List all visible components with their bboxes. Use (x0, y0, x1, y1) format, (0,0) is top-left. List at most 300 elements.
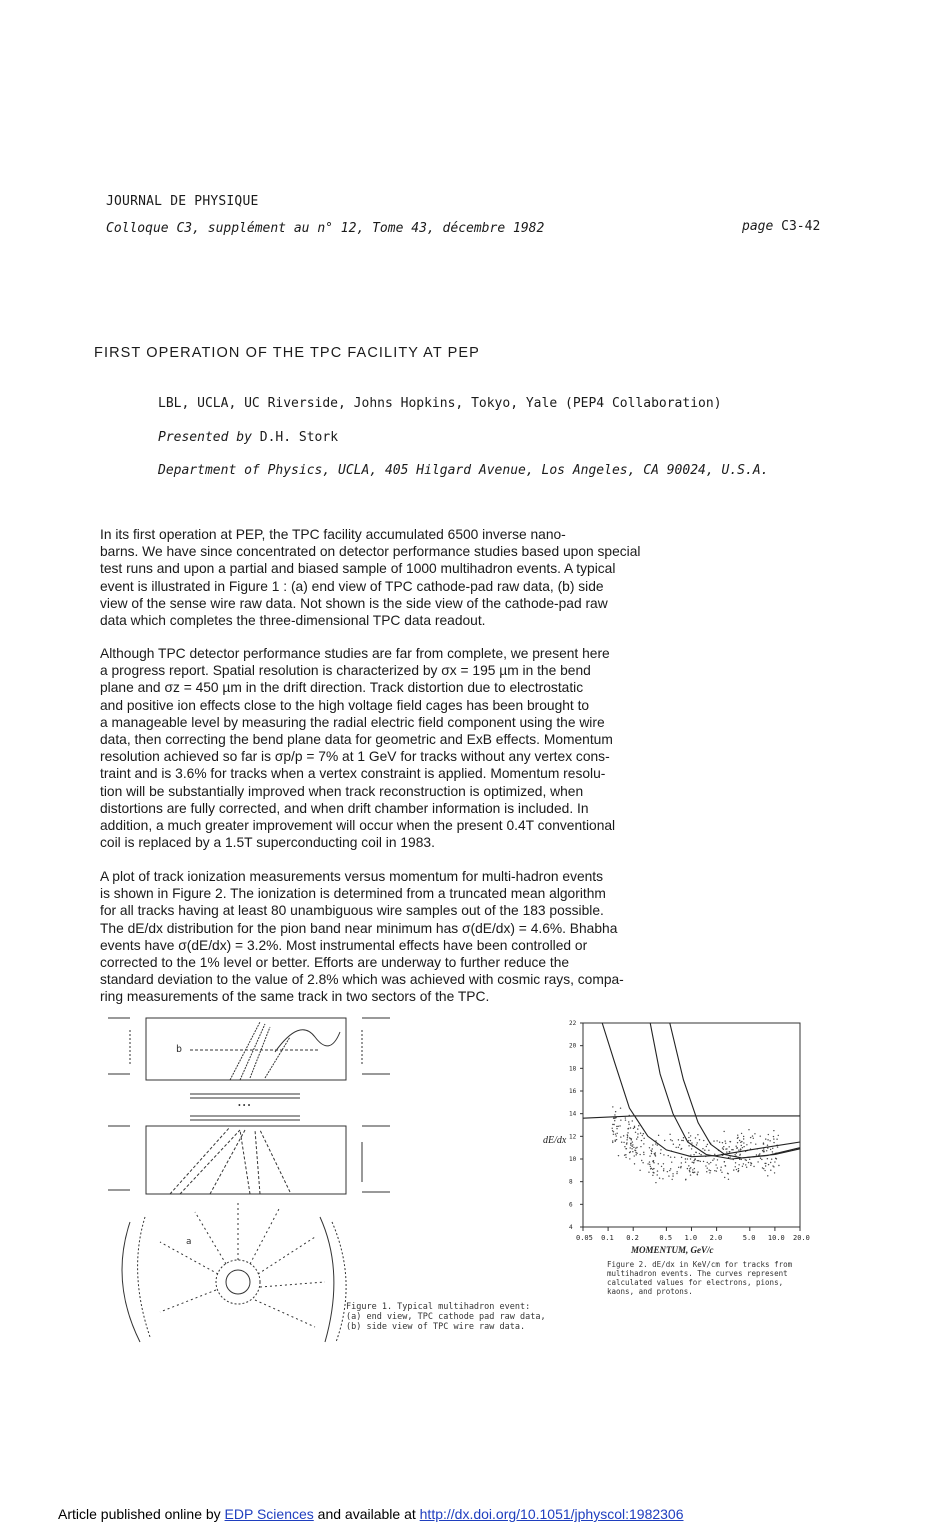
figure-2-data-point (629, 1158, 630, 1159)
figure-2-data-point (643, 1138, 644, 1139)
figure-2-data-point (688, 1145, 689, 1146)
figure-2-y-tick-label: 12 (569, 1133, 577, 1141)
figure-2-data-point (759, 1153, 760, 1154)
figure-2-data-point (613, 1118, 614, 1119)
figure-2-data-point (760, 1158, 761, 1159)
figure-2-data-point (770, 1149, 771, 1150)
figure-2-data-point (675, 1147, 676, 1148)
figure-2-data-point (722, 1142, 723, 1143)
figure-2-data-point (690, 1140, 691, 1141)
figure-1-panel-a-endview (122, 1202, 346, 1342)
figure-2-data-point (720, 1169, 721, 1170)
figure-2-data-point (775, 1158, 776, 1159)
figure-2-data-point (690, 1174, 691, 1175)
figure-2-data-point (649, 1164, 650, 1165)
figure-2-data-point (737, 1138, 738, 1139)
figure-2-data-point (757, 1161, 758, 1162)
figure-2-data-point (743, 1146, 744, 1147)
figure-2-data-point (736, 1147, 737, 1148)
figure-2-data-point (777, 1146, 778, 1147)
figure-2-data-point (739, 1140, 740, 1141)
figure-2-data-point (687, 1158, 688, 1159)
figure-2-data-point (750, 1165, 751, 1166)
figure-2-data-point (746, 1144, 747, 1145)
figure-2-data-point (634, 1163, 635, 1164)
figure-2-data-point (651, 1153, 652, 1154)
figure-2-data-point (697, 1171, 698, 1172)
doi-link[interactable]: http://dx.doi.org/10.1051/jphyscol:1982306 (419, 1506, 684, 1522)
figure-2-x-tick-label: 0.05 (576, 1234, 593, 1242)
figure-2-data-point (630, 1143, 631, 1144)
figure-2-data-point (626, 1148, 627, 1149)
figure-2-data-point (704, 1150, 705, 1151)
figure-2-data-point (743, 1138, 744, 1139)
figure-2-data-point (734, 1154, 735, 1155)
figure-2-data-point (621, 1142, 622, 1143)
figure-2-data-point (773, 1130, 774, 1131)
figure-2-data-point (662, 1178, 663, 1179)
figure-2-curve-2 (650, 1023, 800, 1159)
figure-2-data-point (691, 1142, 692, 1143)
figure-2-data-point (690, 1167, 691, 1168)
figure-2-data-point (636, 1153, 637, 1154)
figure-2-data-point (707, 1162, 708, 1163)
figure-2-data-point (715, 1164, 716, 1165)
figure-2-y-tick-label: 20 (569, 1042, 577, 1050)
figure-2-data-point (659, 1177, 660, 1178)
figure-2-data-point (636, 1154, 637, 1155)
figure-2-data-point (722, 1147, 723, 1148)
figure-2-data-point (635, 1147, 636, 1148)
paragraph-2: Although TPC detector performance studies are far from complete, we present here a progress report. Spatial resolution is characterized by σx = 195 µm in the bend plane and σz = 450 µm in the drift direction. Track distortion due to electrostatic and positive ion effects close to the high voltage field cages has been brought to a manageable level by measuring the radial electric field component using the wire data, then correcting the bend plane data for geometric and ExB effects. Momentum resolution achieved so far is σp/p = 7% at 1 GeV for tracks without any vertex cons- traint and is 3.6% for tracks when a vertex constraint is applied. Momentum resolu- tion will be substantially improved when track reconstruction is optimized, when distortions are fully corrected, and when drift chamber information is included. In addition, a much greater improvement will occur when the present 0.4T conventional coil is replaced by a 1.5T superconducting coil in 1983. (100, 646, 616, 851)
figure-2-data-point (671, 1179, 672, 1180)
figure-2-data-point (739, 1159, 740, 1160)
figure-2-data-point (660, 1149, 661, 1150)
figure-2-data-point (631, 1138, 632, 1139)
figure-2-data-point (636, 1138, 637, 1139)
figure-2-curve-1 (602, 1023, 800, 1157)
figure-2-data-point (760, 1135, 761, 1136)
figure-2-data-point (627, 1135, 628, 1136)
figure-2-data-point (774, 1172, 775, 1173)
figure-2-data-point (620, 1107, 621, 1108)
figure-2-data-point (745, 1164, 746, 1165)
figure-2-data-point (767, 1145, 768, 1146)
figure-2-data-point (614, 1118, 615, 1119)
figure-2-data-point (703, 1161, 704, 1162)
figure-2-data-point (657, 1144, 658, 1145)
figure-2-data-point (764, 1170, 765, 1171)
figure-2-data-point (692, 1162, 693, 1163)
figure-2-data-point (762, 1167, 763, 1168)
figure-2-data-point (637, 1128, 638, 1129)
paragraph-1: In its first operation at PEP, the TPC facility accumulated 6500 inverse nano- barns. We have since concentrated on detector performance studies based upon special test runs and upon a partial and biased sample of 1000 multihadron events. A typical event is illustrated in Figure 1 : (a) end view of TPC cathode-pad raw data, (b) side view of the sense wire raw data. Not shown is the side view of the cathode-pad raw data which completes the three-dimensional TPC data readout. (100, 527, 641, 629)
figure-2-data-point (763, 1168, 764, 1169)
figure-2-data-point (632, 1144, 633, 1145)
figure-2-data-point (648, 1172, 649, 1173)
figure-2-data-point (635, 1150, 636, 1151)
figure-2-data-point (627, 1137, 628, 1138)
figure-2-data-point (690, 1154, 691, 1155)
figure-2-data-point (767, 1158, 768, 1159)
figure-2-x-tick-label: 5.0 (742, 1234, 756, 1242)
figure-2-data-point (714, 1154, 715, 1155)
figure-2-data-point (632, 1146, 633, 1147)
figure-2-data-point (683, 1140, 684, 1141)
figure-2-y-tick-label: 18 (569, 1065, 577, 1073)
figure-2-data-point (627, 1132, 628, 1133)
figure-2-data-point (652, 1175, 653, 1176)
figure-2-data-point (765, 1138, 766, 1139)
figure-2-data-point (612, 1128, 613, 1129)
figure-2-data-point (703, 1140, 704, 1141)
presented-by (158, 430, 338, 445)
figure-2-data-point (672, 1175, 673, 1176)
figure-2-data-point (613, 1124, 614, 1125)
page-number (742, 219, 820, 234)
footer-line (58, 1506, 684, 1522)
figure-2-data-point (671, 1161, 672, 1162)
figure-2-data-point (696, 1144, 697, 1145)
page-label: page (742, 219, 774, 234)
presented-label: Presented by (158, 430, 252, 445)
figure-2-data-point (726, 1148, 727, 1149)
figure-2-data-point (724, 1161, 725, 1162)
journal-name: JOURNAL DE PHYSIQUE (106, 194, 259, 209)
figure-2-data-point (694, 1168, 695, 1169)
figure-2-data-point (685, 1179, 686, 1180)
figure-2-data-point (720, 1167, 721, 1168)
figure-2-data-point (723, 1149, 724, 1150)
figure-2-y-tick-label: 4 (569, 1224, 573, 1231)
figure-2-data-point (767, 1175, 768, 1176)
authors: LBL, UCLA, UC Riverside, Johns Hopkins, Tokyo, Yale (PEP4 Collaboration) (158, 396, 722, 411)
figure-2-data-point (674, 1157, 675, 1158)
figure-2-data-point (689, 1171, 690, 1172)
figure-2-caption: Figure 2. dE/dx in KeV/cm for tracks from multihadron events. The curves represent calculated values for electrons, pions, kaons, and protons. (607, 1260, 793, 1296)
figure-2-data-point (740, 1148, 741, 1149)
figure-2-data-point (697, 1134, 698, 1135)
figure-2-data-point (618, 1126, 619, 1127)
figure-2-data-point (612, 1140, 613, 1141)
figure-2-data-point (762, 1150, 763, 1151)
figure-2-data-point (612, 1142, 613, 1143)
figure-2-data-point (773, 1142, 774, 1143)
figure-2-data-point (719, 1141, 720, 1142)
figure-2-data-point (657, 1170, 658, 1171)
figure-2-data-point (698, 1160, 699, 1161)
figure-2-data-point (683, 1137, 684, 1138)
figure-2-data-point (641, 1160, 642, 1161)
figure-2-data-point (723, 1146, 724, 1147)
figure-2-data-point (738, 1168, 739, 1169)
figure-2-data-point (613, 1134, 614, 1135)
figure-2-chart (535, 1015, 820, 1260)
page-number-value: C3-42 (781, 219, 821, 234)
figure-2-data-point (626, 1139, 627, 1140)
figure-2-data-point (628, 1128, 629, 1129)
figure-2-data-point (695, 1137, 696, 1138)
figure-2-data-point (655, 1182, 656, 1183)
figure-2-data-point (741, 1145, 742, 1146)
figure-2-data-point (616, 1133, 617, 1134)
figure-2-data-point (737, 1142, 738, 1143)
figure-1-label-b: b (176, 1044, 183, 1055)
figure-2-data-point (643, 1143, 644, 1144)
figure-2-data-point (679, 1144, 680, 1145)
figure-2-data-point (670, 1156, 671, 1157)
affiliation: Department of Physics, UCLA, 405 Hilgard Avenue, Los Angeles, CA 90024, U.S.A. (158, 463, 769, 478)
figure-2-data-point (742, 1147, 743, 1148)
figure-2-data-point (746, 1160, 747, 1161)
figure-2-data-point (616, 1128, 617, 1129)
figure-2-data-point (676, 1173, 677, 1174)
figure-2-data-point (691, 1148, 692, 1149)
figure-2-data-point (655, 1155, 656, 1156)
figure-2-data-point (634, 1155, 635, 1156)
figure-2-data-point (653, 1161, 654, 1162)
figure-2-data-point (678, 1139, 679, 1140)
figure-2-data-point (668, 1155, 669, 1156)
figure-2-data-point (773, 1136, 774, 1137)
figure-2-data-point (640, 1133, 641, 1134)
figure-2-data-point (655, 1143, 656, 1144)
figure-2-data-point (615, 1111, 616, 1112)
figure-2-data-point (693, 1160, 694, 1161)
publisher-link[interactable]: EDP Sciences (224, 1506, 314, 1522)
figure-2-data-point (738, 1149, 739, 1150)
figure-2-data-point (688, 1165, 689, 1166)
figure-2-data-point (738, 1164, 739, 1165)
figure-2-data-point (753, 1166, 754, 1167)
figure-2-y-tick-label: 8 (569, 1178, 573, 1186)
figure-2-data-point (733, 1169, 734, 1170)
figure-2-data-point (707, 1167, 708, 1168)
figure-2-data-point (612, 1124, 613, 1125)
figure-2-data-point (635, 1132, 636, 1133)
figure-2-data-point (761, 1159, 762, 1160)
figure-2-data-point (670, 1168, 671, 1169)
figure-2-data-point (625, 1119, 626, 1120)
figure-2-data-point (773, 1166, 774, 1167)
figure-2-data-point (763, 1150, 764, 1151)
figure-2-data-point (652, 1148, 653, 1149)
figure-2-x-tick-label: 0.5 (659, 1234, 673, 1242)
figure-2-data-point (770, 1162, 771, 1163)
figure-2-data-point (737, 1135, 738, 1136)
figure-2-data-point (726, 1151, 727, 1152)
figure-2-data-point (651, 1168, 652, 1169)
figure-2-data-point (765, 1165, 766, 1166)
figure-2-data-point (743, 1163, 744, 1164)
figure-2-y-label: dE/dx (543, 1135, 567, 1146)
figure-2-data-point (770, 1170, 771, 1171)
figure-2-data-point (728, 1179, 729, 1180)
figure-2-data-point (624, 1155, 625, 1156)
figure-2-data-point (743, 1136, 744, 1137)
figure-2-data-point (750, 1142, 751, 1143)
figure-2-data-point (653, 1172, 654, 1173)
figure-2-data-point (713, 1140, 714, 1141)
figure-2-data-point (663, 1170, 664, 1171)
figure-2-data-point (705, 1165, 706, 1166)
figure-2-plot-frame (583, 1023, 800, 1227)
figure-2-data-point (625, 1157, 626, 1158)
figure-2-data-point (623, 1135, 624, 1136)
figure-2-data-point (616, 1139, 617, 1140)
figure-2-data-point (623, 1142, 624, 1143)
figure-2-data-point (618, 1155, 619, 1156)
figure-2-data-point (634, 1127, 635, 1128)
figure-2-data-point (658, 1135, 659, 1136)
figure-2-data-point (708, 1150, 709, 1151)
figure-2-data-point (624, 1146, 625, 1147)
figure-2-x-label: MOMENTUM, GeV/c (631, 1245, 714, 1255)
figure-2-data-point (638, 1125, 639, 1126)
figure-2-data-point (755, 1143, 756, 1144)
figure-2-data-point (680, 1166, 681, 1167)
figure-2-data-point (616, 1135, 617, 1136)
figure-2-data-point (628, 1124, 629, 1125)
figure-2-data-point (778, 1165, 779, 1166)
figure-2-data-point (670, 1139, 671, 1140)
figure-2-data-point (685, 1158, 686, 1159)
figure-2-data-point (649, 1161, 650, 1162)
figure-2-data-point (663, 1168, 664, 1169)
figure-2-data-point (773, 1138, 774, 1139)
figure-2-data-point (724, 1177, 725, 1178)
figure-2-data-point (647, 1163, 648, 1164)
figure-2-data-point (767, 1139, 768, 1140)
figure-2-data-point (753, 1138, 754, 1139)
figure-2-data-point (643, 1154, 644, 1155)
figure-2-data-point (650, 1150, 651, 1151)
figure-2-data-point (614, 1120, 615, 1121)
figure-2-data-point (649, 1147, 650, 1148)
figure-2-data-point (612, 1130, 613, 1131)
figure-2-data-point (641, 1140, 642, 1141)
figure-2-data-point (768, 1164, 769, 1165)
figure-2-data-point (652, 1169, 653, 1170)
figure-2-data-point (639, 1170, 640, 1171)
figure-2-data-point (699, 1153, 700, 1154)
figure-2-data-point (772, 1148, 773, 1149)
figure-2-data-point (652, 1144, 653, 1145)
figure-2-data-point (723, 1131, 724, 1132)
figure-2-data-point (735, 1146, 736, 1147)
figure-2-data-point (749, 1159, 750, 1160)
figure-2-x-tick-label: 0.2 (626, 1234, 639, 1242)
figure-2-data-point (729, 1151, 730, 1152)
figure-2-data-point (615, 1141, 616, 1142)
figure-2-data-point (687, 1168, 688, 1169)
figure-2-data-point (620, 1136, 621, 1137)
figure-2-data-point (714, 1170, 715, 1171)
figure-2-data-point (713, 1158, 714, 1159)
figure-2-data-point (693, 1154, 694, 1155)
figure-2-data-point (735, 1166, 736, 1167)
figure-2-data-point (778, 1135, 779, 1136)
figure-2-data-point (640, 1146, 641, 1147)
figure-2-data-point (625, 1154, 626, 1155)
figure-2-data-point (694, 1158, 695, 1159)
figure-2-data-point (690, 1158, 691, 1159)
figure-2-data-point (735, 1162, 736, 1163)
figure-2-data-point (628, 1121, 629, 1122)
figure-2-data-point (643, 1133, 644, 1134)
figure-2-data-point (697, 1160, 698, 1161)
presenter-name: D.H. Stork (259, 430, 339, 445)
figure-2-data-point (633, 1147, 634, 1148)
figure-2-data-point (741, 1159, 742, 1160)
figure-2-data-point (642, 1162, 643, 1163)
figure-2-data-point (631, 1148, 632, 1149)
figure-2-data-point (680, 1167, 681, 1168)
figure-2-data-point (742, 1166, 743, 1167)
figure-2-data-point (658, 1163, 659, 1164)
figure-2-data-point (629, 1137, 630, 1138)
figure-2-data-point (681, 1157, 682, 1158)
paragraph-3: A plot of track ionization measurements versus momentum for multi-hadron events is shown in Figure 2. The ionization is determined from a truncated mean algorithm for all tracks having at least 80 unambiguous wire samples out of the 183 possible. The dE/dx distribution for the pion band near minimum has σ(dE/dx) = 4.6%. Bhabha events have σ(dE/dx) = 3.2%. Most instrumental effects have been controlled or corrected to the 1% level or better. Efforts are underway to further reduce the standard deviation to the value of 2.8% which was achieved with cosmic rays, compa- ring measurements of the same track in two sectors of the TPC. (100, 869, 624, 1005)
figure-2-data-point (748, 1162, 749, 1163)
figure-2-data-point (708, 1163, 709, 1164)
figure-2-data-point (750, 1137, 751, 1138)
figure-2-data-point (768, 1134, 769, 1135)
figure-2-data-point (748, 1129, 749, 1130)
svg-text:• • •: • • • (238, 1101, 251, 1110)
figure-2-data-point (697, 1174, 698, 1175)
figure-2-data-point (669, 1134, 670, 1135)
figure-2-data-point (736, 1169, 737, 1170)
figure-2-data-point (751, 1163, 752, 1164)
figure-2-data-point (637, 1136, 638, 1137)
figure-2-data-point (657, 1174, 658, 1175)
figure-2-data-point (637, 1133, 638, 1134)
figure-2-data-point (721, 1172, 722, 1173)
figure-2-y-tick-label: 6 (569, 1201, 573, 1209)
figure-2-data-point (712, 1160, 713, 1161)
figure-2-data-point (663, 1163, 664, 1164)
figure-1-event-display (100, 1012, 400, 1352)
figure-2-data-point (690, 1135, 691, 1136)
figure-2-data-point (643, 1152, 644, 1153)
figure-2-data-point (649, 1155, 650, 1156)
figure-2-data-point (725, 1143, 726, 1144)
figure-2-y-tick-label: 16 (569, 1088, 577, 1095)
figure-2-y-tick-label: 22 (569, 1020, 577, 1027)
figure-2-data-point (706, 1146, 707, 1147)
figure-2-data-point (716, 1170, 717, 1171)
figure-2-data-point (737, 1171, 738, 1172)
footer-middle: and available at (317, 1506, 416, 1522)
figure-2-data-point (699, 1139, 700, 1140)
figure-2-data-point (654, 1153, 655, 1154)
figure-2-data-point (681, 1148, 682, 1149)
paper-title: FIRST OPERATION OF THE TPC FACILITY AT PEP (94, 345, 480, 361)
figure-2-data-point (708, 1169, 709, 1170)
figure-2-data-point (730, 1141, 731, 1142)
figure-2-data-point (630, 1127, 631, 1128)
figure-1-label-a: a (186, 1237, 192, 1247)
figure-2-data-point (620, 1119, 621, 1120)
figure-2-data-point (650, 1166, 651, 1167)
figure-2-x-tick-label: 10.0 (767, 1234, 785, 1242)
figure-2-data-point (616, 1126, 617, 1127)
figure-2-data-point (763, 1143, 764, 1144)
figure-2-data-point (663, 1154, 664, 1155)
figure-2-data-point (612, 1106, 613, 1107)
figure-2-data-point (764, 1163, 765, 1164)
